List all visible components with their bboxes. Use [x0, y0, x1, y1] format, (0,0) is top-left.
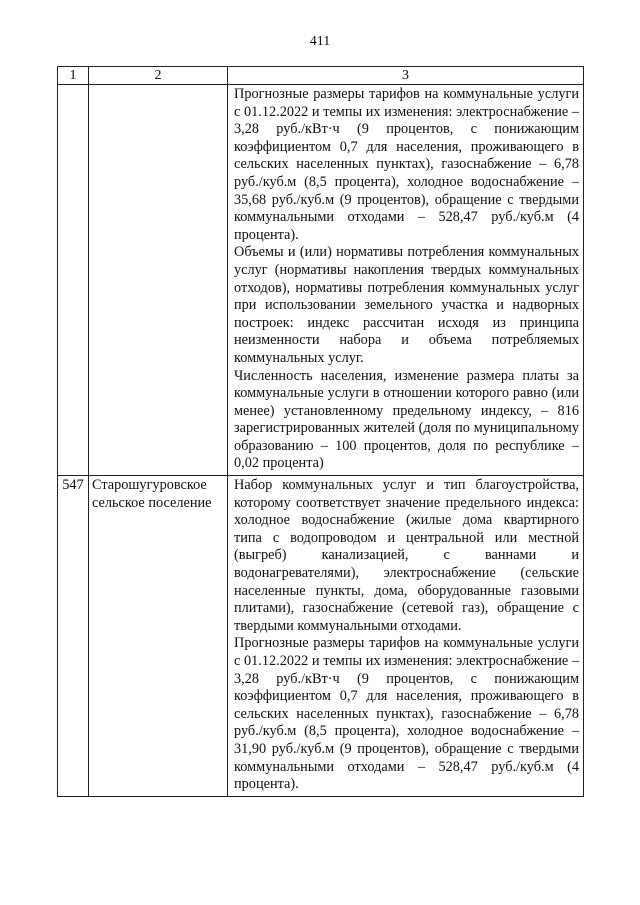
column-header-1: 1 [58, 67, 89, 85]
population-paragraph: Численность населения, изменение размера платы за коммунальные услуги в отношении которого равно (или менее) установленному предельному индексу, – 816 зарегистрированных жителей (доля по муниципальному образованию – 100 процентов, доля по республике – 0,02 процента) [234, 367, 579, 472]
row-number-cell [58, 85, 89, 476]
description-cell [228, 476, 584, 797]
table-row [58, 85, 584, 476]
tariff-forecast-paragraph: Прогнозные размеры тарифов на коммунальные услуги с 01.12.2022 и темпы их изменения: электроснабжение – 3,28 руб./кВт·ч (9 процентов, с понижающим коэффициентом 0,7 для населения, проживающего в сельских населенных пунктах), газоснабжение – 6,78 руб./куб.м (8,5 процента), холодное водоснабжение – 35,68 руб./куб.м (9 процентов), обращение с твердыми коммунальными отходами – 528,47 руб./куб.м (4 процента). [234, 86, 579, 243]
table-header-row [58, 67, 584, 85]
tariff-table [57, 66, 584, 797]
table-row [58, 476, 584, 797]
settlement-name-cell [89, 85, 228, 476]
settlement-name: Старошугуровское сельское поселение [92, 477, 212, 511]
row-number: 547 [62, 477, 84, 494]
column-header-2: 2 [89, 67, 228, 85]
utility-set-paragraph: Набор коммунальных услуг и тип благоустройства, которому соответствует значение предельного индекса: холодное водоснабжение (жилые дома квартирного типа с водопроводом и центральной или местной (выгреб) канализацией, с ваннами и водонагревателями), электроснабжение (сельские населенные пункты, дома, оборудованные газовыми плитами), газоснабжение (сетевой газ), обращение с твердыми коммунальными отходами. [234, 477, 579, 634]
row-number-cell [58, 476, 89, 797]
description-cell [228, 85, 584, 476]
page-number: 411 [309, 34, 331, 49]
row-number [58, 85, 88, 86]
settlement-name-cell [89, 476, 228, 797]
column-header-3: 3 [228, 67, 584, 85]
tariff-forecast-paragraph: Прогнозные размеры тарифов на коммунальные услуги с 01.12.2022 и темпы их изменения: электроснабжение – 3,28 руб./кВт·ч (9 процентов, с понижающим коэффициентом 0,7 для населения, проживающего в сельских населенных пунктах), газоснабжение – 6,78 руб./куб.м (8,5 процента), холодное водоснабжение – 31,90 руб./куб.м (9 процентов), обращение с твердыми коммунальными отходами – 528,47 руб./куб.м (4 процента). [234, 635, 579, 793]
consumption-volume-paragraph: Объемы и (или) нормативы потребления коммунальных услуг (нормативы накопления твердых коммунальных отходов), нормативы потребления коммунальных услуг при использовании земельного участка и надворных построек: индекс рассчитан исходя из принципа неизменности набора и объема потребляемых коммунальных услуг. [234, 244, 579, 366]
settlement-name [89, 85, 227, 87]
